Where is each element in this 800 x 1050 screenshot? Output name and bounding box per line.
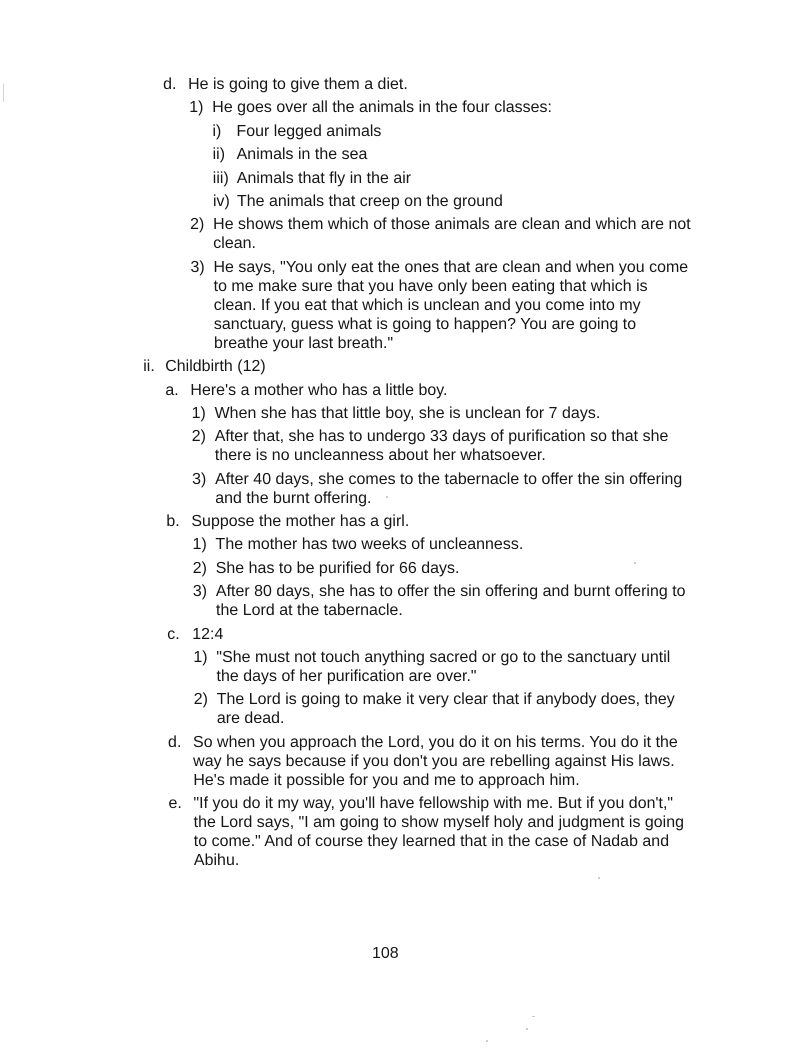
item-text-line: He is going to give them a diet. <box>188 76 408 93</box>
scan-speck <box>598 877 600 879</box>
outline-item-girl <box>3 512 800 531</box>
outline-subitem <box>4 559 800 578</box>
item-text-line: Here's a mother who has a little boy. <box>190 381 448 399</box>
item-text-line: "If you do it my way, you'll have fellowship with me. But if you don't," <box>193 795 674 813</box>
item-text-line: He goes over all the animals in the four classes: <box>212 99 553 117</box>
outline-subitem <box>5 690 800 728</box>
item-text-line: Animals in the sea <box>236 146 368 164</box>
item-text-line: She has to be purified for 66 days. <box>215 559 460 577</box>
item-label: 2) <box>191 428 207 446</box>
outline-subitem <box>4 648 800 686</box>
item-text-line: to me make sure that you have only been eating that which is <box>213 277 648 295</box>
outline-item-approach <box>5 733 800 790</box>
item-label: 1) <box>192 536 207 554</box>
scan-speck <box>486 1040 488 1042</box>
item-label: e. <box>168 795 182 813</box>
section-label: ii. <box>143 358 155 376</box>
outline-item-class <box>1 192 800 211</box>
outline-item-diet <box>0 75 800 94</box>
outline-item-class <box>1 145 800 164</box>
outline-item-verse-ref <box>4 625 800 644</box>
outline-item-boy <box>2 381 800 400</box>
item-label: a. <box>165 381 179 399</box>
item-label: 1) <box>191 404 206 422</box>
item-text-line: breathe your last breath." <box>213 334 394 352</box>
outline-subitem <box>3 427 800 465</box>
section-heading: Childbirth (12) <box>165 358 266 376</box>
outline-item-clean-unclean <box>1 215 800 253</box>
item-label: d. <box>163 76 177 93</box>
item-text-line: The Lord is going to make it very clear that if anybody does, they <box>216 691 675 709</box>
item-text-line: "She must not touch anything sacred or go to the sanctuary until <box>216 649 671 667</box>
outline-item-class <box>0 122 800 141</box>
item-text-line: The mother has two weeks of uncleanness. <box>215 536 524 554</box>
item-text-line: The animals that creep on the ground <box>236 192 503 210</box>
outline-subitem <box>3 535 800 554</box>
item-text-line: When she has that little boy, she is unclean for 7 days. <box>214 404 601 422</box>
item-text-line: clean. If you eat that which is unclean and you come into my <box>213 296 641 314</box>
item-text-line: the Lord at the tabernacle. <box>215 602 403 620</box>
outline-item-class <box>1 169 800 188</box>
outline-section-childbirth <box>2 357 800 376</box>
outline-item-he-says <box>1 258 800 353</box>
item-label: 3) <box>192 583 208 601</box>
item-text-line: Abihu. <box>193 852 240 870</box>
item-text-line: the days of her purification are over." <box>216 668 477 686</box>
item-text-line: to come." And of course they learned that in the case of Nadab and <box>193 833 670 851</box>
item-label: iii) <box>212 169 229 187</box>
item-text-line: So when you approach the Lord, you do it on his terms. You do it the <box>192 733 678 751</box>
scan-speck <box>526 1028 528 1030</box>
item-text-line: After 40 days, she comes to the tabernacle to offer the sin offering <box>214 470 683 488</box>
item-text-line: are dead. <box>216 710 285 728</box>
item-label: d. <box>167 733 182 751</box>
item-text-line: He shows them which of those animals are clean and which are not <box>213 216 691 234</box>
scan-speck <box>634 562 636 564</box>
item-label: ii) <box>212 146 226 164</box>
item-text-line: After that, she has to undergo 33 days of purification so that she <box>214 428 669 446</box>
outline-item-four-classes <box>0 98 800 117</box>
item-label: b. <box>166 513 180 531</box>
item-label: c. <box>167 625 180 643</box>
outline-subitem <box>4 582 800 620</box>
item-label: iv) <box>212 192 230 210</box>
item-text-line: Animals that fly in the air <box>236 169 412 187</box>
outline-subitem <box>2 404 800 423</box>
item-label: 3) <box>191 470 207 488</box>
scan-speck <box>386 496 388 498</box>
item-text-line: there is no uncleanness about her whatsoever. <box>214 447 546 465</box>
outline <box>0 75 800 870</box>
outline-subitem <box>3 470 800 508</box>
item-label: 3) <box>190 258 205 276</box>
item-label: 1) <box>193 649 208 667</box>
item-text-line: He's made it possible for you and me to approach him. <box>193 771 580 789</box>
item-text-line: sanctuary, guess what is going to happen? You are going to <box>213 315 637 333</box>
item-text-line: Suppose the mother has a girl. <box>191 513 410 531</box>
item-label: 2) <box>190 216 205 234</box>
item-text-line: After 80 days, she has to offer the sin offering and burnt offering to <box>215 583 686 601</box>
item-label: 1) <box>189 99 204 117</box>
page-number: 108 <box>372 945 399 962</box>
item-text-line: and the burnt offering. <box>215 489 372 507</box>
outline-item-fellowship <box>5 794 800 870</box>
item-text-line: way he says because if you don't you are rebelling against His laws. <box>193 752 675 770</box>
item-text-line: He says, "You only eat the ones that are clean and when you come <box>213 258 689 276</box>
item-text-line: the Lord says, "I am going to show myself holy and judgment is going <box>193 814 685 832</box>
item-text-line: clean. <box>213 235 257 253</box>
item-label: 2) <box>193 691 208 709</box>
item-label: i) <box>212 122 222 140</box>
scan-speck <box>532 1016 535 1017</box>
item-label: 2) <box>192 559 208 577</box>
item-text-line: Four legged animals <box>236 122 382 140</box>
item-text-line: 12:4 <box>192 625 224 643</box>
